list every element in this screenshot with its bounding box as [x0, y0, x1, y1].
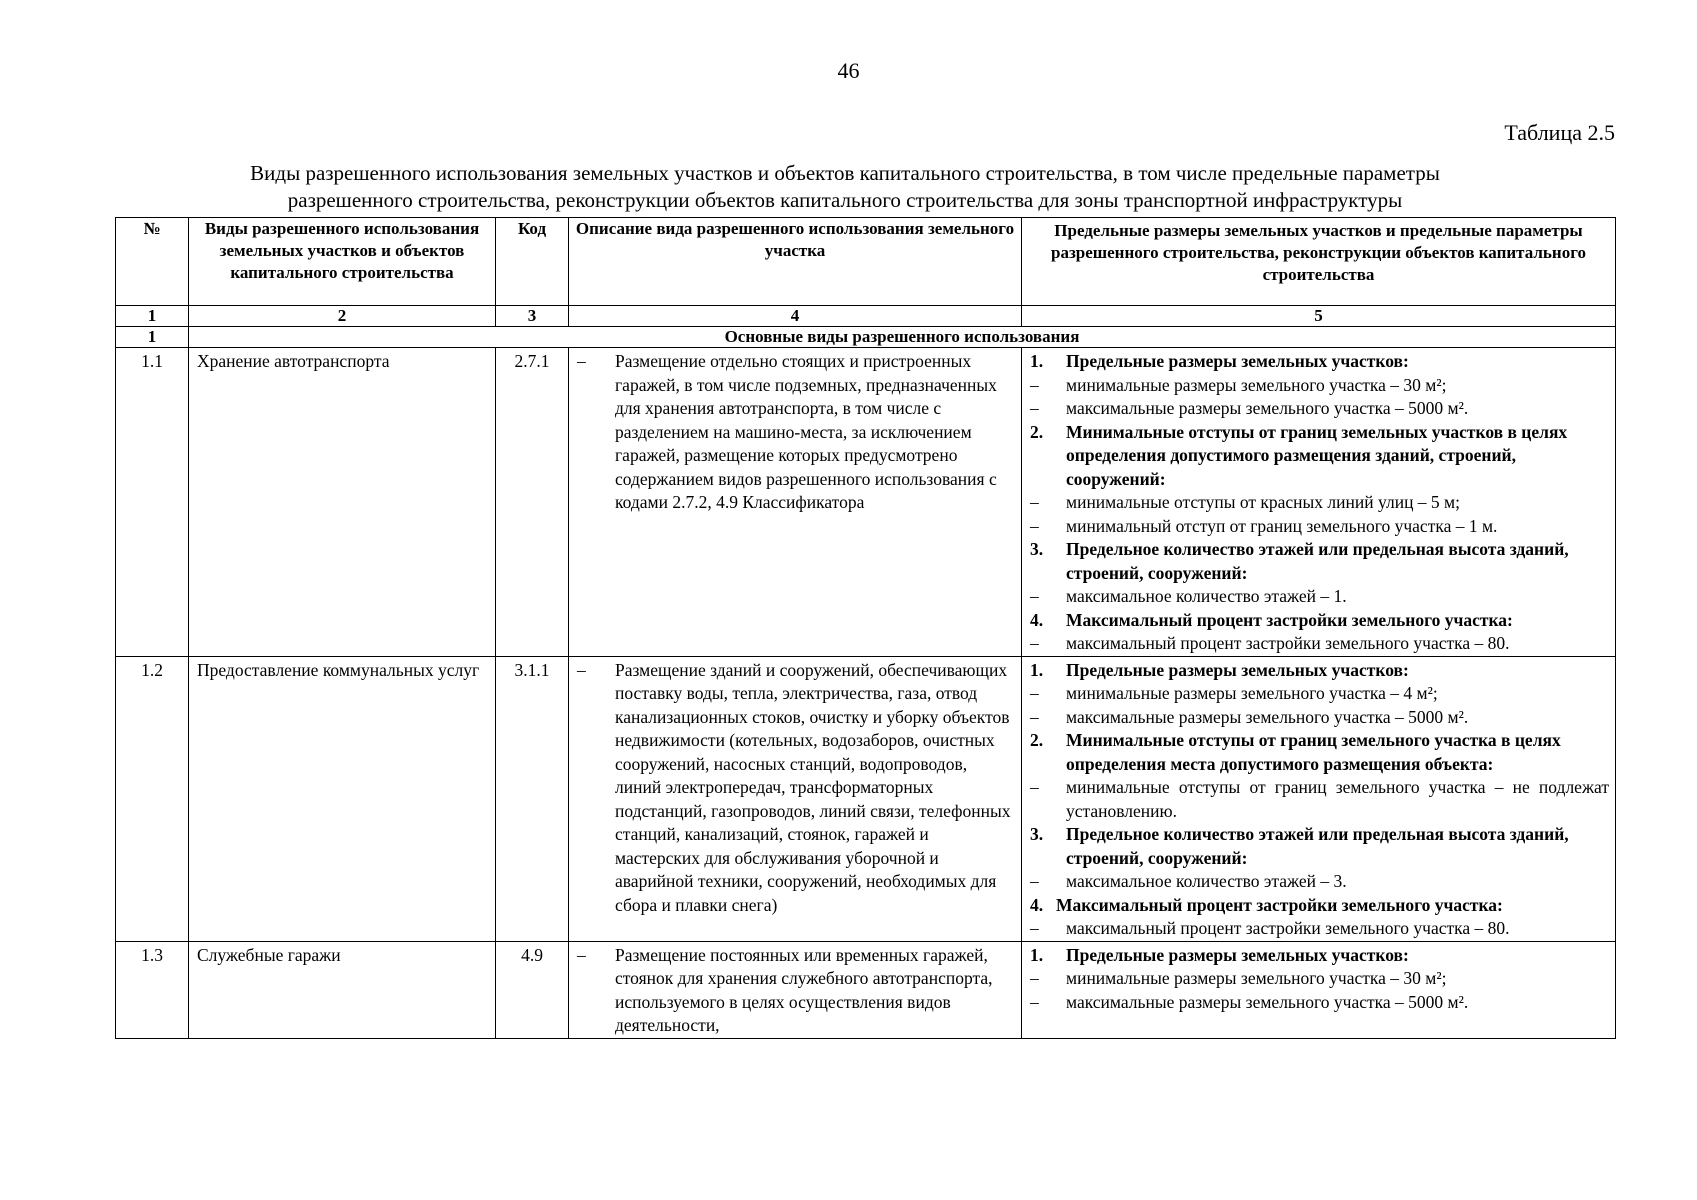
header-params: Предельные размеры земельных участков и предельные параметры разрешенного строительства, реконструкции объектов капитального строительства: [1022, 218, 1616, 306]
param-text: максимальное количество этажей – 1.: [1066, 586, 1347, 606]
param-marker: –: [1030, 871, 1039, 891]
row-description: [569, 656, 1022, 941]
header-description: Описание вида разрешенного использования земельного участка: [569, 218, 1022, 306]
description-text: Размещение постоянных или временных гаражей, стоянок для хранения служебного автотранспорта, используемого в целях осуществления видов деятельности,: [615, 944, 993, 1035]
column-number: 4: [569, 306, 1022, 327]
param-item: [1030, 491, 1609, 515]
param-marker: –: [1030, 586, 1039, 606]
param-text: максимальные размеры земельного участка – 5000 м².: [1066, 398, 1469, 418]
param-heading: [1030, 729, 1609, 776]
row-number: 1.2: [116, 656, 189, 941]
param-marker: –: [1030, 492, 1039, 512]
dash-marker: –: [577, 659, 586, 680]
param-marker: –: [1030, 398, 1039, 418]
param-item: [1030, 515, 1609, 539]
param-item: [1030, 776, 1609, 823]
dash-marker: –: [577, 351, 586, 371]
param-heading: [1030, 350, 1609, 374]
table-header-row: [116, 218, 1616, 306]
param-marker: –: [1030, 918, 1039, 938]
table-row: [116, 348, 1616, 657]
param-text: Предельное количество этажей или предельная высота зданий, строений, сооружений:: [1066, 539, 1569, 583]
param-text: Минимальные отступы от границ земельных участков в целях определения допустимого размещения зданий, строений, сооружений:: [1066, 421, 1568, 489]
column-number: 1: [116, 306, 189, 327]
param-text: Предельные размеры земельных участков:: [1066, 351, 1409, 371]
land-use-table: [115, 217, 1616, 1039]
header-code: Код: [496, 218, 569, 306]
param-marker: –: [1030, 991, 1039, 1012]
param-text: минимальный отступ от границ земельного участка – 1 м.: [1066, 515, 1498, 536]
param-item: [1030, 917, 1609, 941]
param-item: [1030, 374, 1609, 398]
param-text: максимальные размеры земельного участка – 5000 м².: [1066, 991, 1469, 1012]
description-text: Размещение отдельно стоящих и пристроенных гаражей, в том числе подземных, предназначенных для хранения автотранспорта, в том числе с разделением на машино-места, за исключением гаражей, размещение которых предусмотрено содержанием видов разрешенного использования с кодами 2.7.2, 4.9 Классификатора: [615, 351, 997, 512]
param-marker: –: [1030, 706, 1039, 727]
param-marker: 2.: [1030, 730, 1044, 750]
row-description: [569, 941, 1022, 1038]
row-kind-name: Предоставление коммунальных услуг: [189, 656, 496, 941]
description-text: Размещение зданий и сооружений, обеспечивающих поставку воды, тепла, электричества, газа, отвод канализационных стоков, очистку и уборку объектов недвижимости (котельных, водозаборов, очистных сооружений, насосных станций, водопроводов, линий электропередач, трансформаторных подстанций, газопроводов, линий связи, телефонных станций, канализаций, стоянок, гаражей и мастерских для обслуживания уборочной и аварийной техники, сооружений, необходимых для сбора и плавки снега): [615, 659, 1011, 915]
param-heading: [1030, 421, 1609, 492]
row-code: 2.7.1: [496, 348, 569, 657]
dash-marker: –: [577, 944, 586, 965]
row-kind-name: Служебные гаражи: [189, 941, 496, 1038]
param-heading: [1030, 944, 1609, 968]
param-item: [1030, 397, 1609, 421]
section-title: Основные виды разрешенного использования: [189, 327, 1616, 348]
table-title: [150, 160, 1540, 214]
param-text: максимальный процент застройки земельного участка – 80.: [1066, 918, 1510, 938]
table-label: Таблица 2.5: [1504, 120, 1615, 145]
row-params: [1022, 656, 1616, 941]
param-marker: –: [1030, 683, 1039, 703]
param-marker: 3.: [1030, 539, 1044, 559]
section-number: 1: [116, 327, 189, 348]
param-heading: [1030, 659, 1609, 683]
param-text: максимальное количество этажей – 3.: [1066, 871, 1347, 891]
column-number: 5: [1022, 306, 1616, 327]
param-text: минимальные размеры земельного участка – 30 м²;: [1066, 968, 1447, 988]
param-item: [1030, 682, 1609, 706]
param-heading: [1030, 538, 1609, 585]
column-number: 2: [189, 306, 496, 327]
param-item: [1030, 991, 1609, 1015]
param-text: Минимальные отступы от границ земельного участка в целях определения места допустимого размещения объекта:: [1066, 730, 1561, 774]
row-code: 3.1.1: [496, 656, 569, 941]
row-number: 1.1: [116, 348, 189, 657]
param-text: Максимальный процент застройки земельного участка:: [1056, 894, 1503, 915]
param-heading: [1030, 823, 1609, 870]
column-number-row: [116, 306, 1616, 327]
param-marker: 4.: [1030, 894, 1044, 915]
param-marker: –: [1030, 777, 1039, 797]
table-title-line-2: разрешенного строительства, реконструкции объектов капитального строительства для зоны транспортной инфраструктуры: [287, 188, 1403, 212]
param-marker: 3.: [1030, 824, 1044, 844]
param-item: [1030, 870, 1609, 894]
row-code: 4.9: [496, 941, 569, 1038]
section-row: [116, 327, 1616, 348]
param-text: минимальные размеры земельного участка – 4 м²;: [1066, 683, 1438, 703]
table-row: [116, 941, 1616, 1038]
param-text: Предельное количество этажей или предельная высота зданий, строений, сооружений:: [1066, 824, 1569, 868]
param-text: минимальные отступы от границ земельного участка – не подлежат установлению.: [1066, 777, 1609, 821]
param-item: [1030, 585, 1609, 609]
param-item: [1030, 706, 1609, 730]
column-number: 3: [496, 306, 569, 327]
param-text: максимальные размеры земельного участка – 5000 м².: [1066, 706, 1469, 727]
param-marker: –: [1030, 374, 1039, 395]
param-text: Максимальный процент застройки земельного участка:: [1066, 609, 1513, 630]
param-heading: [1030, 894, 1609, 918]
param-marker: –: [1030, 515, 1039, 536]
row-params: [1022, 348, 1616, 657]
param-text: минимальные размеры земельного участка – 30 м²;: [1066, 374, 1447, 395]
param-item: [1030, 632, 1609, 656]
table-row: [116, 656, 1616, 941]
row-kind-name: Хранение автотранспорта: [189, 348, 496, 657]
param-marker: 1.: [1030, 351, 1044, 371]
param-text: максимальный процент застройки земельного участка – 80.: [1066, 633, 1510, 653]
row-params: [1022, 941, 1616, 1038]
param-marker: 1.: [1030, 944, 1044, 965]
param-marker: 1.: [1030, 659, 1044, 680]
row-number: 1.3: [116, 941, 189, 1038]
page-number: 46: [837, 58, 860, 83]
param-item: [1030, 967, 1609, 991]
param-text: Предельные размеры земельных участков:: [1066, 659, 1409, 680]
param-text: Предельные размеры земельных участков:: [1066, 944, 1409, 965]
header-kinds: Виды разрешенного использования земельных участков и объектов капитального строительства: [189, 218, 496, 306]
param-marker: 4.: [1030, 609, 1044, 630]
param-marker: 2.: [1030, 421, 1044, 442]
param-text: минимальные отступы от красных линий улиц – 5 м;: [1066, 492, 1460, 512]
row-description: [569, 348, 1022, 657]
param-heading: [1030, 609, 1609, 633]
header-num: №: [116, 218, 189, 306]
param-marker: –: [1030, 633, 1039, 653]
param-marker: –: [1030, 968, 1039, 988]
table-title-line-1: Виды разрешенного использования земельных участков и объектов капитального строительства, в том числе предельные параметры: [250, 161, 1440, 185]
